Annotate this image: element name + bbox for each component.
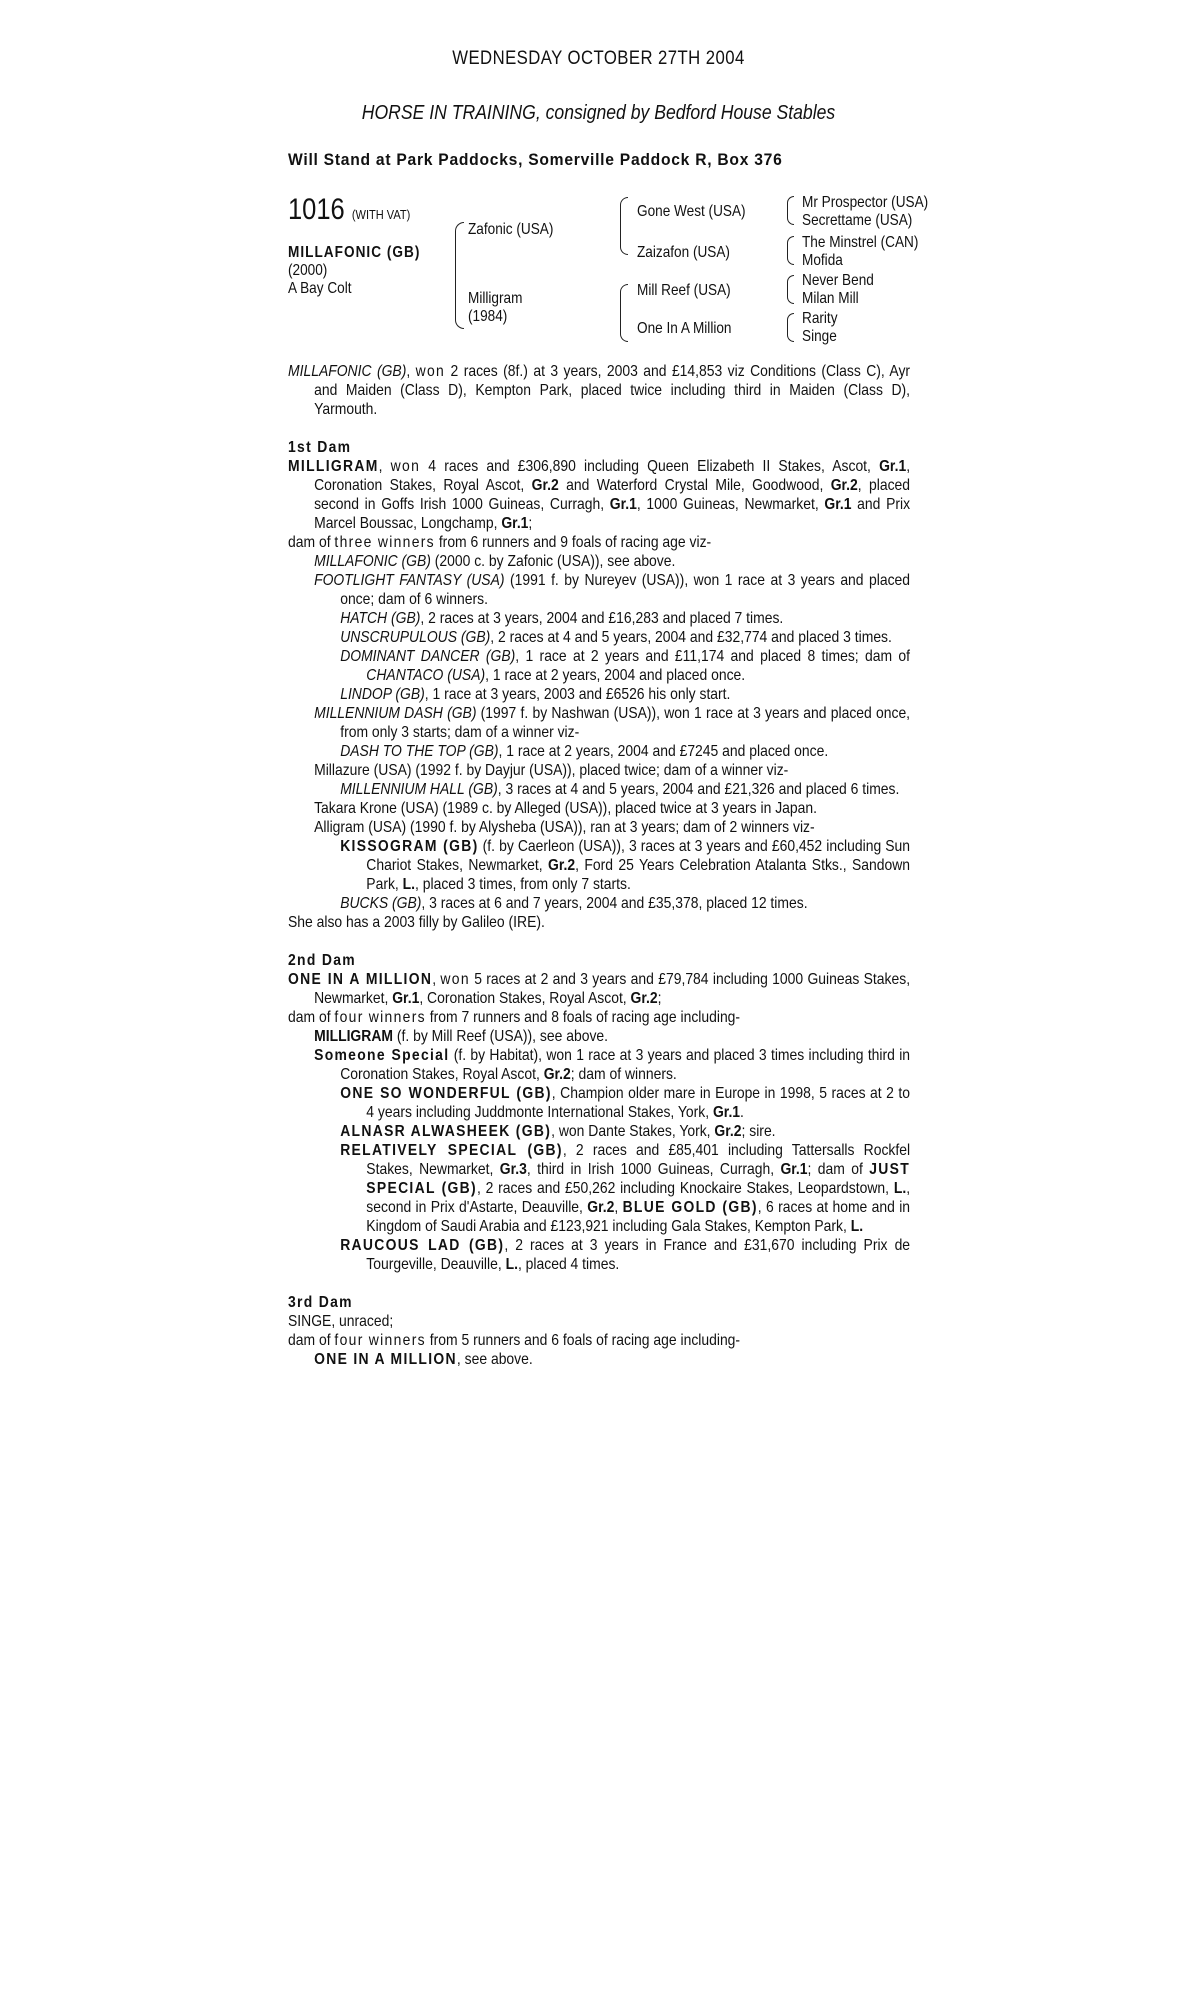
horse-record: MILLAFONIC (GB), won 2 races (8f.) at 3 years, 2003 and £14,853 viz Conditions (Class C), Ayr and Maiden (Class D), Kempton Park, placed twice including third in Maiden (Class D), Yarmouth. [288, 363, 911, 418]
ggp-5: Never Bend [802, 272, 874, 289]
pedigree-dam-name: Milligram [468, 290, 523, 307]
ggp-6: Milan Mill [802, 290, 859, 307]
ggp-3: The Minstrel (CAN) [802, 234, 919, 251]
pedigree-dam-dam: One In A Million [637, 320, 732, 337]
sale-date: WEDNESDAY OCTOBER 27TH 2004 [452, 48, 745, 69]
horse-name: MILLAFONIC (GB) [288, 244, 421, 261]
produce-entry: RELATIVELY SPECIAL (GB), 2 races and £85,401 including Tattersalls Rockfel Stakes, Newmarket, Gr.3, third in Irish 1000 Guineas, Curragh, Gr.1; dam of JUST SPECIAL (GB), 2 races and £50,262 including Knockaire Stakes, Leopardstown, L., second in Prix d'Astarte, Deauville, Gr.2, BLUE GOLD (GB), 6 races at home and in Kingdom of Saudi Arabia and £123,921 including Gala Stakes, Kempton Park, L. [340, 1142, 911, 1235]
dam-produce-summary: dam of three winners from 6 runners and 9 foals of racing age viz- [288, 534, 712, 551]
lot-number [288, 193, 410, 232]
pedigree-dam-sire: Mill Reef (USA) [637, 282, 731, 299]
produce-entry: ONE SO WONDERFUL (GB), Champion older mare in Europe in 1998, 5 races at 2 to 4 years including Juddmonte International Stakes, York, Gr.1. [340, 1085, 911, 1121]
consignment-line: HORSE IN TRAINING, consigned by Bedford House Stables [361, 102, 836, 124]
pedigree-brace [455, 222, 464, 329]
produce-entry: HATCH (GB), 2 races at 3 years, 2004 and £16,283 and placed 7 times. [340, 610, 784, 627]
second-dam-produce-summary: dam of four winners from 7 runners and 8 foals of racing age including- [288, 1009, 741, 1026]
produce-entry: MILLAFONIC (GB) (2000 c. by Zafonic (USA)), see above. [314, 553, 676, 570]
vat-note: (WITH VAT) [351, 207, 411, 222]
produce-entry: DASH TO THE TOP (GB), 1 race at 2 years, 2004 and £7245 and placed once. [340, 743, 829, 760]
pedigree-sire-sire: Gone West (USA) [637, 203, 746, 220]
location-line: Will Stand at Park Paddocks, Somerville Paddock R, Box 376 [288, 150, 783, 169]
produce-entry: Someone Special (f. by Habitat), won 1 race at 3 years and placed 3 times including third in Coronation Stakes, Royal Ascot, Gr.2; dam of winners. [314, 1047, 911, 1083]
lot-number-value: 1016 [288, 193, 345, 226]
dam-record: MILLIGRAM, won 4 races and £306,890 including Queen Elizabeth II Stakes, Ascot, Gr.1, Coronation Stakes, Royal Ascot, Gr.2 and Waterford Crystal Mile, Goodwood, Gr.2, placed second in Goffs Irish 1000 Guineas, Curragh, Gr.1, 1000 Guineas, Newmarket, Gr.1 and Prix Marcel Boussac, Longchamp, Gr.1; [288, 458, 911, 532]
produce-entry: FOOTLIGHT FANTASY (USA) (1991 f. by Nureyev (USA)), won 1 race at 3 years and placed once; dam of 6 winners. [314, 572, 911, 608]
produce-entry: MILLIGRAM (f. by Mill Reef (USA)), see above. [314, 1028, 609, 1045]
produce-entry: RAUCOUS LAD (GB), 2 races at 3 years in France and £31,670 including Prix de Tourgeville, Deauville, L., placed 4 times. [340, 1237, 911, 1273]
horse-description: A Bay Colt [288, 280, 352, 297]
produce-note: She also has a 2003 filly by Galileo (IRE). [288, 914, 545, 931]
horse-year: (2000) [288, 262, 328, 279]
catalogue-text [288, 362, 910, 1369]
pedigree-great-grandparents [802, 194, 928, 230]
pedigree-brace [787, 313, 794, 342]
second-dam-heading: 2nd Dam [288, 952, 356, 969]
produce-entry: UNSCRUPULOUS (GB), 2 races at 4 and 5 years, 2004 and £32,774 and placed 3 times. [340, 629, 892, 646]
produce-entry: ALNASR ALWASHEEK (GB), won Dante Stakes, York, Gr.2; sire. [340, 1123, 776, 1140]
ggp-7: Rarity [802, 310, 838, 327]
produce-entry: BUCKS (GB), 3 races at 6 and 7 years, 2004 and £35,378, placed 12 times. [340, 895, 808, 912]
produce-entry: DOMINANT DANCER (GB), 1 race at 2 years and £11,174 and placed 8 times; dam of CHANTACO (USA), 1 race at 2 years, 2004 and placed once. [340, 648, 911, 684]
produce-entry: Millazure (USA) (1992 f. by Dayjur (USA)), placed twice; dam of a winner viz- [314, 762, 789, 779]
pedigree-dam [468, 290, 522, 326]
pedigree-great-grandparents [802, 272, 874, 308]
first-dam-heading: 1st Dam [288, 439, 352, 456]
pedigree-great-grandparents [802, 234, 918, 270]
pedigree-sire-dam: Zaizafon (USA) [637, 244, 730, 261]
pedigree-brace [620, 197, 628, 255]
horse-details [288, 244, 420, 298]
produce-entry: LINDOP (GB), 1 race at 3 years, 2003 and £6526 his only start. [340, 686, 731, 703]
pedigree-dam-year: (1984) [468, 308, 508, 325]
pedigree-great-grandparents [802, 310, 838, 346]
produce-entry: Takara Krone (USA) (1989 c. by Alleged (USA)), placed twice at 3 years in Japan. [314, 800, 818, 817]
pedigree-brace [787, 236, 794, 265]
third-dam-record: SINGE, unraced; [288, 1313, 394, 1330]
ggp-2: Secrettame (USA) [802, 212, 913, 229]
third-dam-heading: 3rd Dam [288, 1294, 353, 1311]
pedigree-brace [620, 284, 628, 342]
pedigree-brace [787, 275, 794, 304]
third-dam-produce-summary: dam of four winners from 5 runners and 6 foals of racing age including- [288, 1332, 741, 1349]
ggp-1: Mr Prospector (USA) [802, 194, 929, 211]
produce-entry: MILLENNIUM DASH (GB) (1997 f. by Nashwan (USA)), won 1 race at 3 years and placed once, from only 3 starts; dam of a winner viz- [314, 705, 911, 741]
ggp-4: Mofida [802, 252, 843, 269]
second-dam-record: ONE IN A MILLION, won 5 races at 2 and 3 years and £79,784 including 1000 Guineas Stakes, Newmarket, Gr.1, Coronation Stakes, Royal Ascot, Gr.2; [288, 971, 911, 1007]
produce-entry: Alligram (USA) (1990 f. by Alysheba (USA)), ran at 3 years; dam of 2 winners viz- [314, 819, 815, 836]
pedigree-brace [787, 196, 794, 225]
pedigree-sire: Zafonic (USA) [468, 221, 554, 238]
ggp-8: Singe [802, 328, 837, 345]
produce-entry: MILLENNIUM HALL (GB), 3 races at 4 and 5 years, 2004 and £21,326 and placed 6 times. [340, 781, 900, 798]
produce-entry: ONE IN A MILLION, see above. [314, 1351, 533, 1368]
produce-entry: KISSOGRAM (GB) (f. by Caerleon (USA)), 3 races at 3 years and £60,452 including Sun Chariot Stakes, Newmarket, Gr.2, Ford 25 Years Celebration Atalanta Stks., Sandown Park, L., placed 3 times, from only 7 starts. [340, 838, 911, 893]
